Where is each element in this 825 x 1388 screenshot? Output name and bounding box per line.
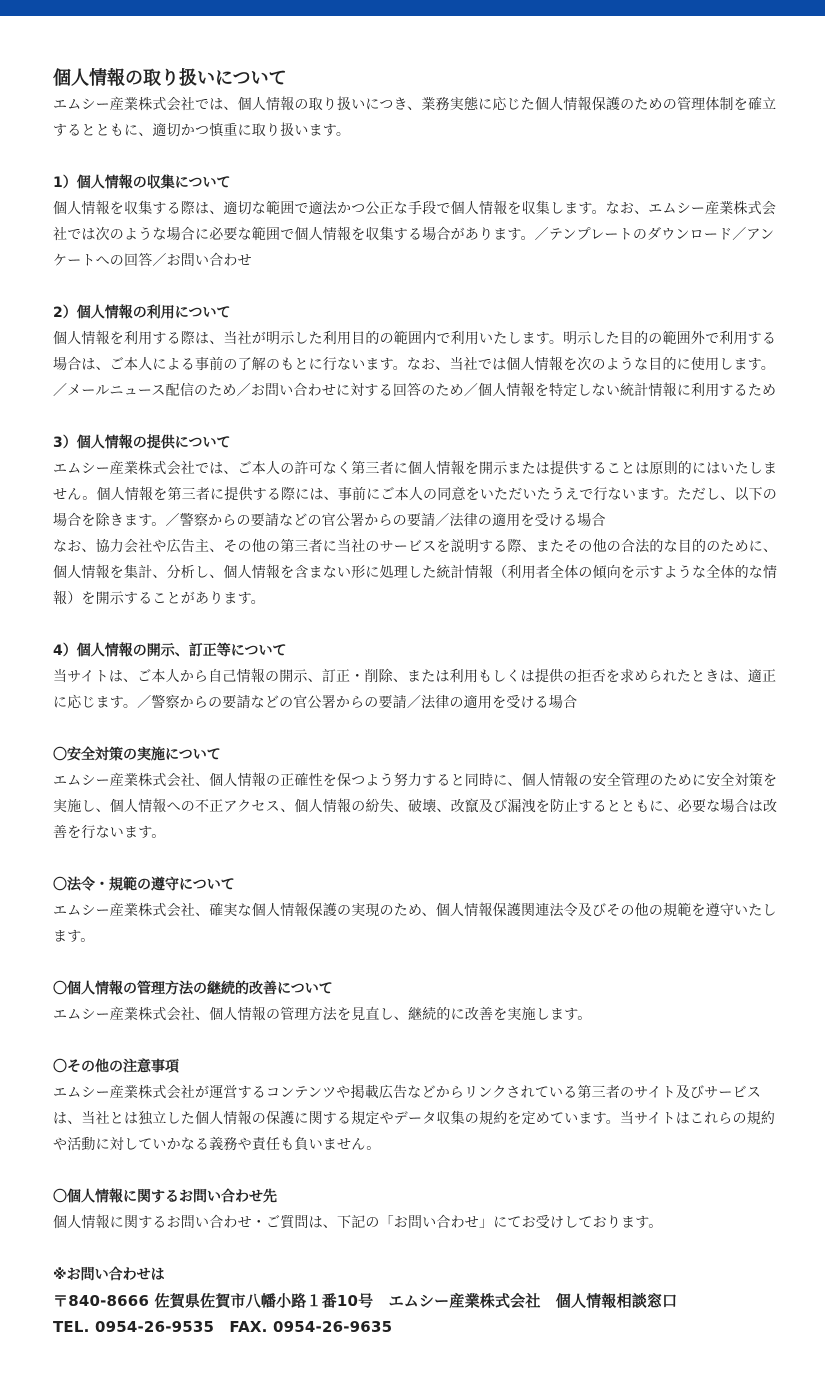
- contact-block: [53, 1262, 788, 1340]
- section-disclosure: [53, 638, 788, 716]
- section-body: エムシー産業株式会社、個人情報の正確性を保つよう努力すると同時に、個人情報の安全管理のために安全対策を実施し、個人情報への不正アクセス、個人情報の紛失、破壊、改竄及び漏洩を防止するとともに、必要な場合は改善を行ないます。: [53, 773, 778, 841]
- section-body: エムシー産業株式会社が運営するコンテンツや掲載広告などからリンクされている第三者のサイト及びサービスは、当社とは独立した個人情報の保護に関する規定やデータ収集の規約を定めています。当サイトはこれらの規約や活動に対していかなる義務や責任も負いません。: [53, 1085, 776, 1153]
- section-heading: 〇その他の注意事項: [53, 1059, 179, 1075]
- section-body: 個人情報に関するお問い合わせ・ご質問は、下記の「お問い合わせ」にてお受けしております。: [53, 1215, 663, 1231]
- section-heading: 〇法令・規範の遵守について: [53, 877, 235, 893]
- section-heading: 〇個人情報に関するお問い合わせ先: [53, 1189, 277, 1205]
- section-security: [53, 742, 788, 846]
- contact-phone-fax: TEL. 0954-26-9535 FAX. 0954-26-9635: [53, 1318, 393, 1336]
- section-body: 当サイトは、ご本人から自己情報の開示、訂正・削除、または利用もしくは提供の拒否を求められたときは、適正に応じます。／警察からの要請などの官公署からの要請／法律の適用を受ける場合: [53, 669, 777, 711]
- section-notes: [53, 1054, 788, 1158]
- section-body: エムシー産業株式会社、確実な個人情報保護の実現のため、個人情報保護関連法令及びその他の規範を遵守いたします。: [53, 903, 777, 945]
- contact-heading: ※お問い合わせは: [53, 1267, 165, 1283]
- section-body: 個人情報を利用する際は、当社が明示した利用目的の範囲内で利用いたします。明示した目的の範囲外で利用する場合は、ご本人による事前の了解のもとに行ないます。なお、当社では個人情報を次のような目的に使用します。／メールニュース配信のため／お問い合わせに対する回答のため／個人情報を特定しない統計情報に利用するため: [53, 331, 777, 399]
- section-inquiry: [53, 1184, 788, 1236]
- page-title: 個人情報の取り扱いについて: [53, 68, 287, 89]
- contact-address: 〒840-8666 佐賀県佐賀市八幡小路１番10号 エムシー産業株式会社 個人情報相談窓口: [53, 1292, 678, 1310]
- section-improvement: [53, 976, 788, 1028]
- section-usage: [53, 300, 788, 404]
- privacy-policy-content: [53, 66, 788, 1340]
- section-heading: 〇安全対策の実施について: [53, 747, 221, 763]
- top-header-bar: [0, 0, 825, 16]
- intro-text: エムシー産業株式会社では、個人情報の取り扱いにつき、業務実態に応じた個人情報保護のための管理体制を確立するとともに、適切かつ慎重に取り扱います。: [53, 97, 777, 139]
- section-heading: 〇個人情報の管理方法の継続的改善について: [53, 981, 333, 997]
- section-provision: [53, 430, 788, 612]
- section-body: 個人情報を収集する際は、適切な範囲で適法かつ公正な手段で個人情報を収集します。なお、エムシー産業株式会社では次のような場合に必要な範囲で個人情報を収集する場合があります。／テンプレートのダウンロード／アンケートへの回答／お問い合わせ: [53, 201, 777, 269]
- section-heading: 2）個人情報の利用について: [53, 305, 231, 321]
- section-compliance: [53, 872, 788, 950]
- section-heading: 1）個人情報の収集について: [53, 175, 231, 191]
- section-collection: [53, 170, 788, 274]
- section-body: エムシー産業株式会社では、ご本人の許可なく第三者に個人情報を開示または提供することは原則的にはいたしません。個人情報を第三者に提供する際には、事前にご本人の同意をいただいたうえで行ないます。ただし、以下の場合を除きます。／警察からの要請などの官公署からの要請／法律の適用を受ける場合 なお、協力会社や広告主、その他の第三者に当社のサービスを説明する際、またその他の合法的な目的のために、個人情報を集計、分析し、個人情報を含まない形に処理した統計情報（利用者全体の傾向を示すような全体的な情報）を開示することがあります。: [53, 461, 778, 607]
- section-heading: 3）個人情報の提供について: [53, 435, 231, 451]
- section-heading: 4）個人情報の開示、訂正等について: [53, 643, 287, 659]
- section-body: エムシー産業株式会社、個人情報の管理方法を見直し、継続的に改善を実施します。: [53, 1007, 592, 1023]
